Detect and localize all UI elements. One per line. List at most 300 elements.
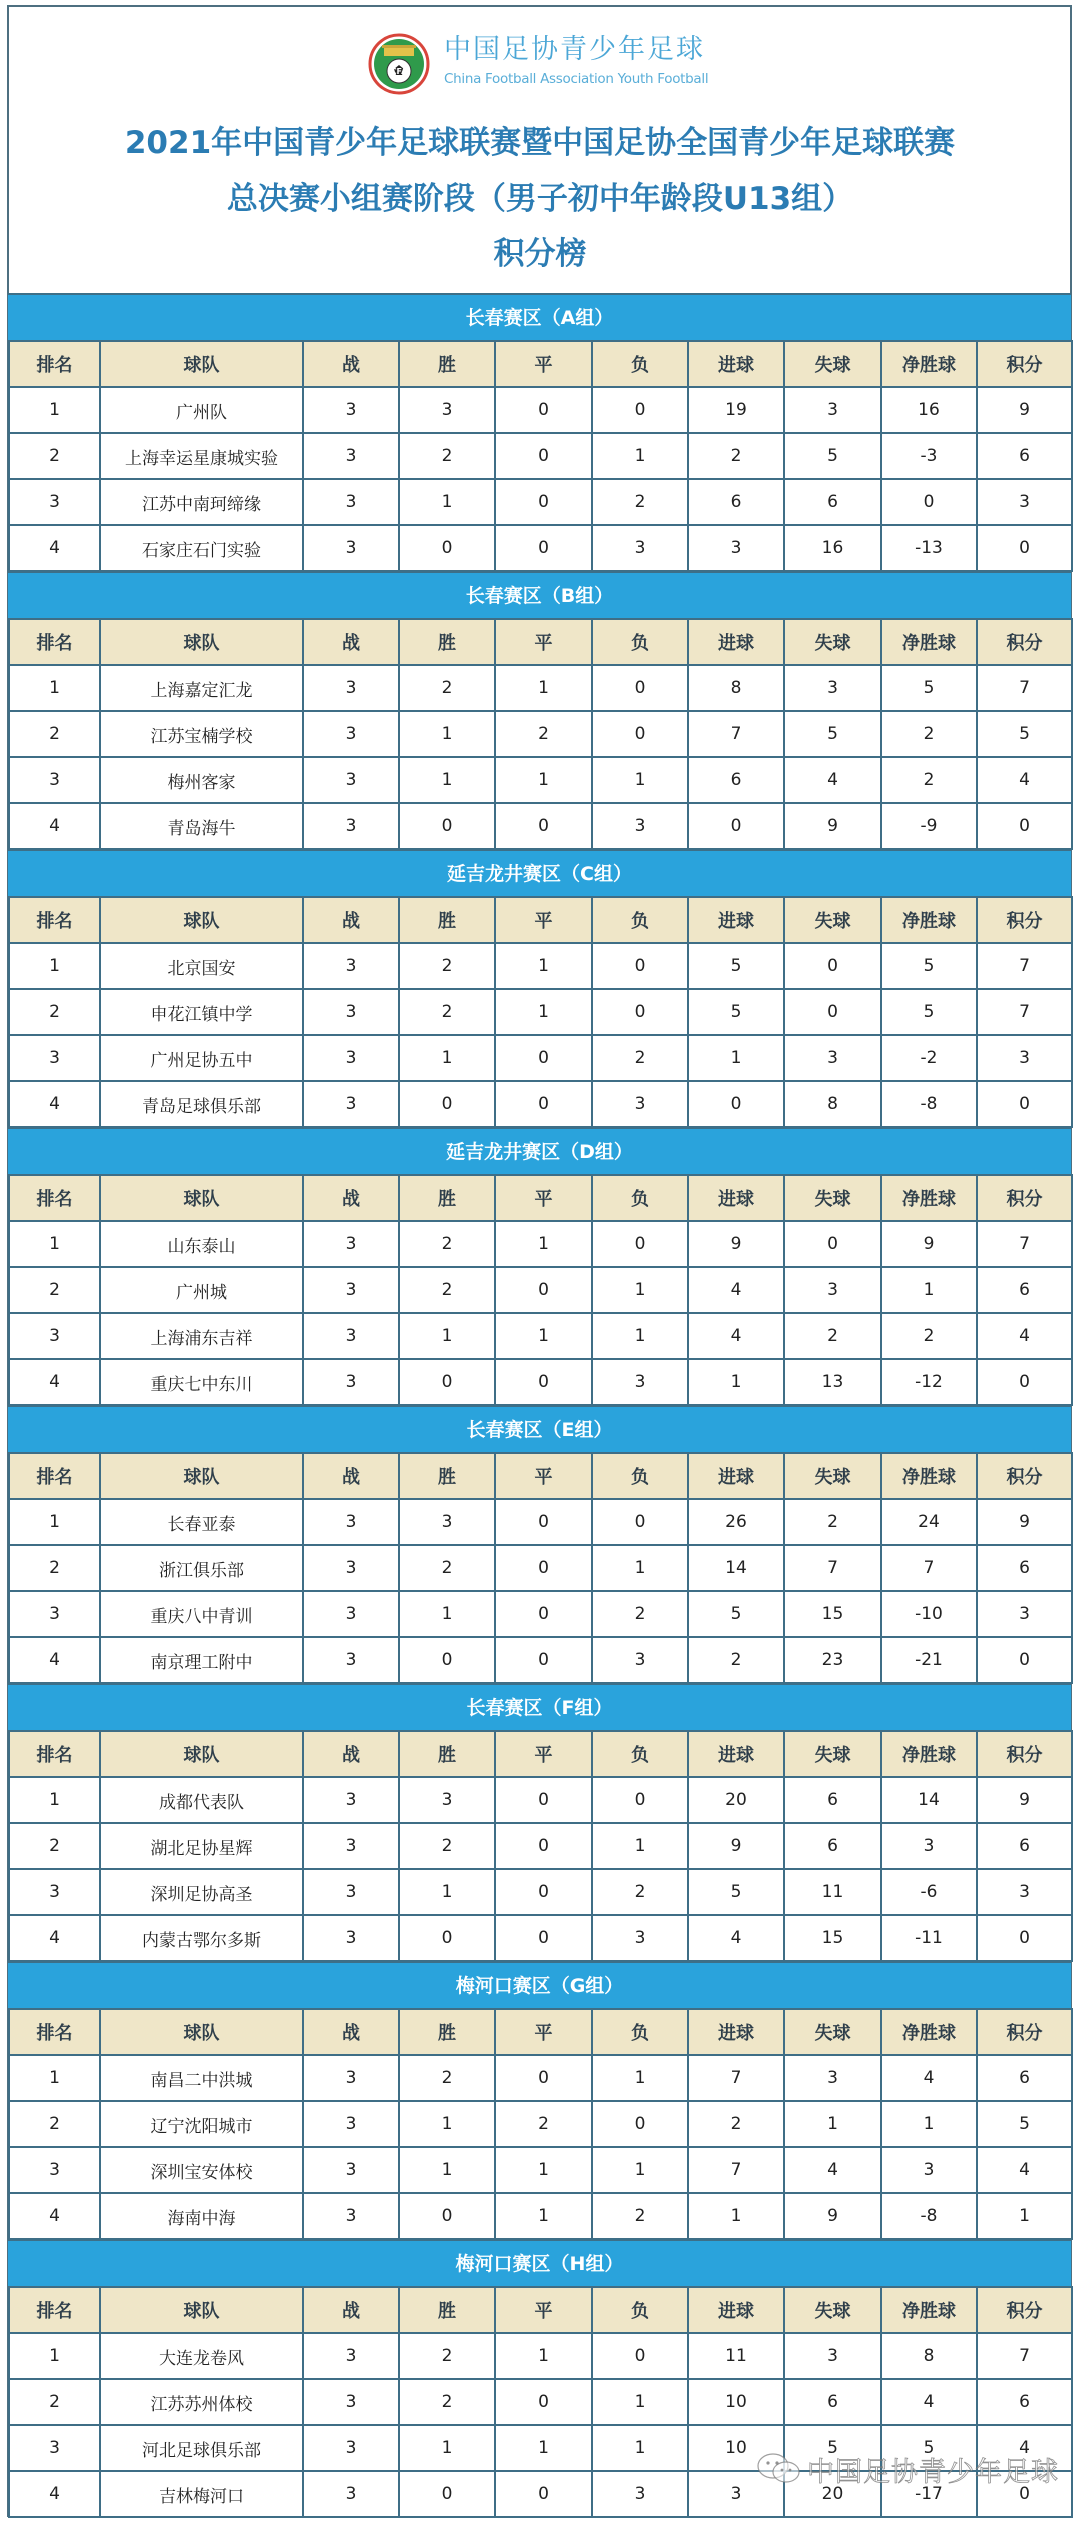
stat-cell: 0 [399,2193,495,2239]
team-name: 长春亚泰 [100,1499,303,1545]
stat-cell: 0 [495,1081,592,1127]
stat-cell: 0 [977,1915,1072,1961]
table-header-row [9,1175,1072,1221]
column-header: 平 [495,341,592,387]
stat-cell: 0 [495,1823,592,1869]
stat-cell: 0 [495,1359,592,1405]
stat-cell: 5 [784,2425,881,2471]
table-row [9,1869,1072,1915]
stat-cell: 3 [9,1035,100,1081]
stat-cell: -8 [881,2193,977,2239]
stat-cell: 6 [784,1823,881,1869]
stat-cell: 0 [495,1267,592,1313]
stat-cell: 9 [688,1823,784,1869]
table-row [9,1637,1072,1683]
column-header: 负 [592,1453,688,1499]
stat-cell: 0 [784,989,881,1035]
standings-table [8,340,1073,572]
group-title: 长春赛区（E组） [8,1405,1071,1452]
column-header: 负 [592,1175,688,1221]
stat-cell: 3 [399,387,495,433]
stat-cell: 2 [399,1545,495,1591]
stat-cell: 1 [592,1267,688,1313]
stat-cell: 9 [977,1499,1072,1545]
column-header: 净胜球 [881,341,977,387]
group-title: 延吉龙井赛区（C组） [8,849,1071,896]
column-header: 球队 [100,2287,303,2333]
table-row [9,1221,1072,1267]
stat-cell: 4 [688,1313,784,1359]
column-header: 战 [303,2287,399,2333]
table-row [9,2055,1072,2101]
page-title-line1: 2021年中国青少年足球联赛暨中国足协全国青少年足球联赛 [124,125,956,161]
column-header: 胜 [399,1453,495,1499]
stat-cell: 6 [784,2379,881,2425]
stat-cell: 3 [977,479,1072,525]
team-name: 深圳宝安体校 [100,2147,303,2193]
stat-cell: 0 [495,2379,592,2425]
stat-cell: 2 [592,479,688,525]
table-row [9,479,1072,525]
column-header: 负 [592,341,688,387]
stat-cell: 1 [784,2101,881,2147]
stat-cell: 1 [9,1499,100,1545]
team-name: 南京理工附中 [100,1637,303,1683]
column-header: 积分 [977,1453,1072,1499]
table-header-row [9,341,1072,387]
column-header: 积分 [977,1731,1072,1777]
column-header: 战 [303,619,399,665]
stat-cell: 0 [495,433,592,479]
stat-cell: 6 [784,479,881,525]
stat-cell: 1 [495,2193,592,2239]
stat-cell: 3 [303,757,399,803]
column-header: 进球 [688,1453,784,1499]
table-header-row [9,2287,1072,2333]
stat-cell: 0 [495,1591,592,1637]
stat-cell: 5 [977,2101,1072,2147]
standings-table [8,2286,1073,2518]
stat-cell: 0 [592,1221,688,1267]
stat-cell: 2 [9,1545,100,1591]
stat-cell: 5 [977,711,1072,757]
stat-cell: 3 [303,1499,399,1545]
team-name: 山东泰山 [100,1221,303,1267]
stat-cell: 0 [495,1915,592,1961]
table-header-row [9,897,1072,943]
stat-cell: 4 [688,1915,784,1961]
stat-cell: 6 [784,1777,881,1823]
table-row [9,387,1072,433]
table-row [9,2193,1072,2239]
stat-cell: 1 [592,433,688,479]
stat-cell: 5 [881,989,977,1035]
stat-cell: 0 [881,479,977,525]
team-name: 辽宁沈阳城市 [100,2101,303,2147]
column-header: 胜 [399,619,495,665]
column-header: 排名 [9,341,100,387]
stat-cell: 3 [303,1869,399,1915]
stat-cell: 7 [977,989,1072,1035]
stat-cell: 1 [495,989,592,1035]
group-b [8,571,1071,849]
stat-cell: 3 [9,1313,100,1359]
team-name: 北京国安 [100,943,303,989]
column-header: 球队 [100,1175,303,1221]
column-header: 失球 [784,897,881,943]
stat-cell: 3 [303,2471,399,2517]
stat-cell: 1 [592,1545,688,1591]
stat-cell: 1 [399,757,495,803]
group-title: 梅河口赛区（G组） [8,1961,1071,2008]
column-header: 负 [592,619,688,665]
page-title-line3: 积分榜 [493,236,587,272]
stat-cell: 2 [688,2101,784,2147]
stat-cell: 2 [9,1267,100,1313]
stat-cell: 4 [977,2425,1072,2471]
team-name: 深圳足协高圣 [100,1869,303,1915]
stat-cell: 1 [688,1359,784,1405]
column-header: 失球 [784,2287,881,2333]
column-header: 净胜球 [881,2287,977,2333]
stat-cell: 3 [303,1221,399,1267]
stat-cell: 2 [784,1499,881,1545]
column-header: 球队 [100,2009,303,2055]
stat-cell: 16 [784,525,881,571]
stat-cell: 3 [9,1869,100,1915]
stat-cell: 8 [784,1081,881,1127]
stat-cell: 1 [592,2379,688,2425]
stat-cell: 3 [303,2379,399,2425]
stat-cell: 7 [784,1545,881,1591]
stat-cell: 3 [784,665,881,711]
stat-cell: 4 [881,2055,977,2101]
stat-cell: 1 [592,2055,688,2101]
group-d [8,1127,1071,1405]
stat-cell: 2 [688,433,784,479]
stat-cell: 3 [303,2055,399,2101]
table-header-row [9,1731,1072,1777]
stat-cell: 8 [881,2333,977,2379]
stat-cell: 1 [592,757,688,803]
stat-cell: 3 [688,525,784,571]
standings-table [8,1730,1073,1962]
stat-cell: 0 [977,1081,1072,1127]
column-header: 战 [303,1731,399,1777]
stat-cell: 3 [303,2101,399,2147]
stat-cell: 3 [784,1035,881,1081]
stat-cell: 3 [9,479,100,525]
stat-cell: 2 [592,1869,688,1915]
column-header: 排名 [9,2009,100,2055]
stat-cell: 3 [592,803,688,849]
group-f [8,1683,1071,1961]
stat-cell: -12 [881,1359,977,1405]
stat-cell: 0 [495,1637,592,1683]
team-name: 吉林梅河口 [100,2471,303,2517]
stat-cell: -6 [881,1869,977,1915]
table-row [9,1777,1072,1823]
table-row [9,433,1072,479]
team-name: 重庆七中东川 [100,1359,303,1405]
stat-cell: 2 [592,1035,688,1081]
column-header: 球队 [100,897,303,943]
stat-cell: 7 [881,1545,977,1591]
stat-cell: 6 [977,1267,1072,1313]
stat-cell: 0 [977,2471,1072,2517]
stat-cell: 3 [303,2193,399,2239]
group-title: 梅河口赛区（H组） [8,2239,1071,2286]
stat-cell: 1 [399,1313,495,1359]
stat-cell: 3 [592,1081,688,1127]
stat-cell: 3 [303,711,399,757]
stat-cell: 1 [399,2425,495,2471]
stat-cell: 3 [592,525,688,571]
stat-cell: 24 [881,1499,977,1545]
team-name: 上海嘉定汇龙 [100,665,303,711]
team-name: 广州城 [100,1267,303,1313]
stat-cell: 7 [977,2333,1072,2379]
stat-cell: 2 [9,433,100,479]
stat-cell: 4 [784,757,881,803]
stat-cell: 4 [881,2379,977,2425]
column-header: 失球 [784,341,881,387]
column-header: 负 [592,2287,688,2333]
stat-cell: 4 [9,1637,100,1683]
stat-cell: 4 [977,1313,1072,1359]
stat-cell: 3 [977,1869,1072,1915]
stat-cell: 3 [303,2333,399,2379]
table-row [9,2333,1072,2379]
stat-cell: 0 [399,1359,495,1405]
stat-cell: 2 [9,711,100,757]
team-name: 浙江俱乐部 [100,1545,303,1591]
table-row [9,1035,1072,1081]
stat-cell: 4 [9,1081,100,1127]
stat-cell: 0 [399,1915,495,1961]
stat-cell: 6 [977,433,1072,479]
column-header: 排名 [9,2287,100,2333]
stat-cell: 5 [784,433,881,479]
column-header: 积分 [977,341,1072,387]
column-header: 球队 [100,1731,303,1777]
stat-cell: 3 [303,1035,399,1081]
team-name: 石家庄石门实验 [100,525,303,571]
stat-cell: 1 [592,1823,688,1869]
cfa-logo-icon [368,33,430,95]
stat-cell: 6 [977,1823,1072,1869]
stat-cell: 1 [9,2055,100,2101]
standings-tables [8,293,1071,2517]
table-row [9,1499,1072,1545]
group-a [8,293,1071,571]
column-header: 排名 [9,897,100,943]
column-header: 排名 [9,1731,100,1777]
stat-cell: 5 [881,943,977,989]
stat-cell: 0 [784,943,881,989]
stat-cell: 6 [977,2379,1072,2425]
stat-cell: 2 [784,1313,881,1359]
stat-cell: 3 [303,479,399,525]
stat-cell: 1 [495,2425,592,2471]
stat-cell: 0 [592,943,688,989]
stat-cell: 7 [977,1221,1072,1267]
stat-cell: -11 [881,1915,977,1961]
team-name: 上海幸运星康城实验 [100,433,303,479]
table-row [9,525,1072,571]
stat-cell: 4 [977,2147,1072,2193]
stat-cell: 3 [303,2147,399,2193]
stat-cell: -21 [881,1637,977,1683]
stat-cell: 0 [977,1359,1072,1405]
stat-cell: 5 [688,1591,784,1637]
stat-cell: 1 [592,2425,688,2471]
stat-cell: 10 [688,2425,784,2471]
stat-cell: 0 [495,525,592,571]
stat-cell: 1 [688,2193,784,2239]
team-name: 江苏中南珂缔缘 [100,479,303,525]
column-header: 负 [592,1731,688,1777]
stat-cell: 0 [592,1777,688,1823]
stat-cell: 9 [881,1221,977,1267]
svg-text:CFA: CFA [390,67,408,76]
table-row [9,1545,1072,1591]
stat-cell: 1 [592,2147,688,2193]
stat-cell: 1 [9,387,100,433]
stat-cell: 0 [784,1221,881,1267]
column-header: 战 [303,897,399,943]
stat-cell: 0 [592,989,688,1035]
stat-cell: 3 [303,1823,399,1869]
stat-cell: 3 [399,1777,495,1823]
team-name: 申花江镇中学 [100,989,303,1035]
table-row [9,989,1072,1035]
group-g [8,1961,1071,2239]
stat-cell: 3 [592,1637,688,1683]
stat-cell: 3 [784,1267,881,1313]
column-header: 净胜球 [881,2009,977,2055]
stat-cell: 20 [784,2471,881,2517]
stat-cell: 3 [592,2471,688,2517]
stat-cell: 3 [303,1267,399,1313]
stat-cell: 2 [399,943,495,989]
stat-cell: 5 [688,943,784,989]
stat-cell: -3 [881,433,977,479]
stat-cell: 6 [688,479,784,525]
stat-cell: 1 [495,665,592,711]
stat-cell: 2 [592,1591,688,1637]
column-header: 进球 [688,1175,784,1221]
stat-cell: 3 [881,2147,977,2193]
stat-cell: 3 [592,1915,688,1961]
column-header: 平 [495,2287,592,2333]
stat-cell: 3 [303,1637,399,1683]
stat-cell: 2 [399,2055,495,2101]
column-header: 净胜球 [881,1731,977,1777]
column-header: 净胜球 [881,897,977,943]
stat-cell: 2 [881,1313,977,1359]
column-header: 进球 [688,341,784,387]
column-header: 战 [303,1175,399,1221]
table-row [9,1915,1072,1961]
stat-cell: 1 [9,2333,100,2379]
stat-cell: 2 [399,1823,495,1869]
column-header: 平 [495,1731,592,1777]
stat-cell: -2 [881,1035,977,1081]
stat-cell: 4 [977,757,1072,803]
stat-cell: 0 [399,1637,495,1683]
column-header: 失球 [784,1731,881,1777]
column-header: 胜 [399,1175,495,1221]
stat-cell: 0 [688,1081,784,1127]
stat-cell: 5 [688,989,784,1035]
stat-cell: 0 [399,2471,495,2517]
stat-cell: 3 [303,943,399,989]
table-row [9,2101,1072,2147]
group-title: 长春赛区（B组） [8,571,1071,618]
stat-cell: 0 [495,1499,592,1545]
stat-cell: 5 [881,2425,977,2471]
group-title: 延吉龙井赛区（D组） [8,1127,1071,1174]
team-name: 青岛足球俱乐部 [100,1081,303,1127]
column-header: 球队 [100,1453,303,1499]
stat-cell: 1 [495,1221,592,1267]
stat-cell: 9 [784,2193,881,2239]
stat-cell: 1 [399,2101,495,2147]
stat-cell: 3 [303,433,399,479]
standings-table [8,618,1073,850]
stat-cell: 5 [881,665,977,711]
column-header: 进球 [688,619,784,665]
table-row [9,1267,1072,1313]
team-name: 广州足协五中 [100,1035,303,1081]
column-header: 胜 [399,2287,495,2333]
column-header: 净胜球 [881,1453,977,1499]
watermark-text: 中国足协青少年足球 [807,2456,1059,2488]
stat-cell: 9 [977,387,1072,433]
column-header: 平 [495,619,592,665]
stat-cell: 3 [688,2471,784,2517]
team-name: 内蒙古鄂尔多斯 [100,1915,303,1961]
stat-cell: 0 [592,387,688,433]
stat-cell: 11 [784,1869,881,1915]
stat-cell: 0 [977,1637,1072,1683]
table-row [9,1591,1072,1637]
stat-cell: 2 [9,2379,100,2425]
stat-cell: 0 [399,525,495,571]
stat-cell: 3 [303,1777,399,1823]
stat-cell: 1 [9,1221,100,1267]
table-header-row [9,1453,1072,1499]
group-e [8,1405,1071,1683]
stat-cell: 1 [977,2193,1072,2239]
standings-table [8,2008,1073,2240]
stat-cell: 4 [688,1267,784,1313]
table-row [9,2379,1072,2425]
stat-cell: 2 [399,665,495,711]
stat-cell: 3 [784,2055,881,2101]
stat-cell: 0 [495,2471,592,2517]
stat-cell: 3 [784,2333,881,2379]
stat-cell: 7 [688,711,784,757]
stat-cell: 2 [688,1637,784,1683]
column-header: 失球 [784,1453,881,1499]
stat-cell: 5 [688,1869,784,1915]
column-header: 胜 [399,1731,495,1777]
team-name: 上海浦东吉祥 [100,1313,303,1359]
column-header: 失球 [784,2009,881,2055]
stat-cell: 9 [977,1777,1072,1823]
